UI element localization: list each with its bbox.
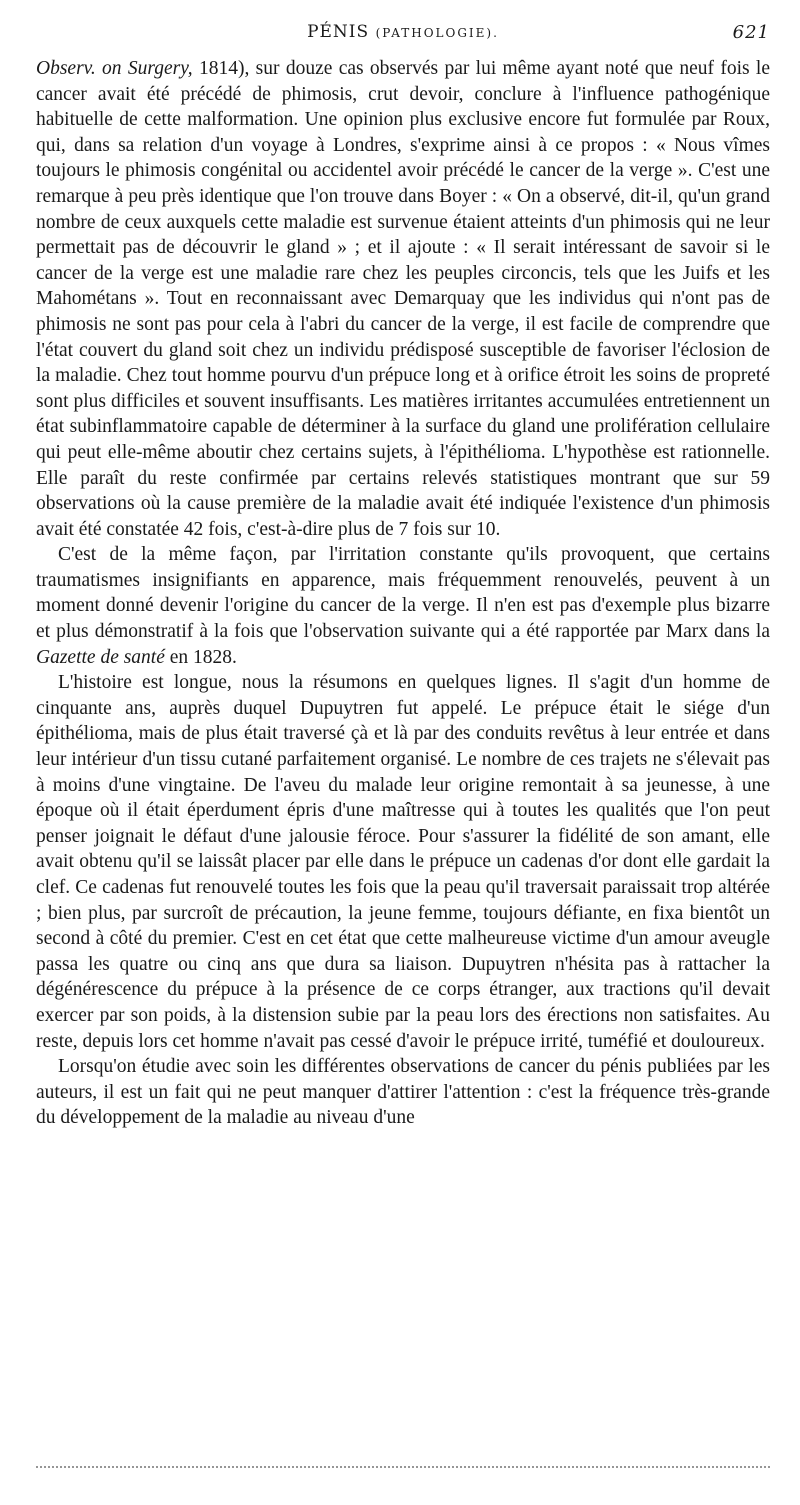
- document-page: [36, 22, 770, 1131]
- footer-dotted-rule: [36, 1466, 770, 1468]
- paragraph-4: Lorsqu'on étudie avec soin les différentes observations de cancer du pénis publiées par les auteurs, il est un fait qui ne peut manquer d'attirer l'attention : c'est la fréquence très-grande du développement de la maladie au niveau d'une: [36, 1056, 770, 1129]
- paragraph-2-text-after: en 1828.: [164, 646, 237, 668]
- paragraph-3: L'histoire est longue, nous la résumons en quelques lignes. Il s'agit d'un homme de cinquante ans, auprès duquel Dupuytren fut appelé. Le prépuce était le siége d'un épithélioma, mais de plus était traversé çà et là par des conduits revêtus à leur entrée et dans leur intérieur d'un tissu cutané parfaitement organisé. Le nombre de ces trajets ne s'élevait pas à moins d'une vingtaine. De l'aveu du malade leur origine remontait à sa jeunesse, à une époque où il était éperdument épris d'une maîtresse qui à toutes les qualités que l'on peut penser joignait le défaut d'une jalousie féroce. Pour s'assurer la fidélité de son amant, elle avait obtenu qu'il se laissât placer par elle dans le prépuce un cadenas d'or dont elle gardait la clef. Ce cadenas fut renouvelé toutes les fois que la peau qu'il traversait paraissait trop altérée ; bien plus, par surcroît de précaution, la jeune femme, toujours défiante, en fixa bientôt un second à côté du premier. C'est en cet état que cette malheureuse victime d'un amour aveugle passa les quatre ou cinq ans que dura sa liaison. Dupuytren n'hésita pas à rattacher la dégénérescence du prépuce à la présence de ce corps étranger, aux tractions qu'il devait exercer par son poids, à la distension subie par la peau lors des érections non satisfaites. Au reste, depuis lors cet homme n'avait pas cessé d'avoir le prépuce irrité, tuméfié et douloureux.: [36, 672, 770, 1052]
- running-title-sub: (PATHOLOGIE).: [375, 26, 499, 40]
- running-title-main: PÉNIS: [307, 22, 370, 42]
- paragraph-2: [36, 542, 770, 670]
- paragraph-1-text: 1814), sur douze cas observés par lui même ayant noté que neuf fois le cancer avait été précédé de phimosis, crut devoir, conclure à l'influence pathogénique habituelle de cette malformation. Une opinion plus exclusive encore fut formulée par Roux, qui, dans sa relation d'un voyage à Londres, s'exprime ainsi à ce propos : « Nous vîmes toujours le phimosis congénital ou accidentel avoir précédé le cancer de la verge ». C'est une remarque à peu près identique que l'on trouve dans Boyer : « On a observé, dit-il, qu'un grand nombre de ceux auxquels cette maladie est survenue étaient atteints d'un phimosis qui ne leur permettait pas de découvrir le gland » ; et il ajoute : « Il serait intéressant de savoir si le cancer de la verge est une maladie rare chez les peuples circoncis, tels que les Juifs et les Mahométans ». Tout en reconnaissant avec Demarquay que les individus qui n'ont pas de phimosis ne sont pas pour cela à l'abri du cancer de la verge, il est facile de comprendre que l'état couvert du gland soit chez un individu prédisposé susceptible de favoriser l'éclosion de la maladie. Chez tout homme pourvu d'un prépuce long et à orifice étroit les soins de propreté sont plus difficiles et souvent insuffisants. Les matières irritantes accumulées entretiennent un état subinflammatoire capable de déterminer à la surface du gland une prolifération cellulaire qui peut elle-même aboutir chez certains sujets, à l'épithélioma. L'hypothèse est rationnelle. Elle paraît du reste confirmée par certains relevés statistiques montrant que sur 59 observations où la cause première de la maladie avait été indiquée l'existence d'un phimosis avait été constatée 42 fois, c'est-à-dire plus de 7 fois sur 10.: [36, 58, 770, 540]
- paragraph-2-text-before: C'est de la même façon, par l'irritation constante qu'ils provoquent, que certains traumatismes insignifiants en apparence, mais fréquemment renouvelés, peuvent à un moment donné devenir l'origine du cancer de la verge. Il n'en est pas d'exemple plus bizarre et plus démonstratif à la fois que l'observation suivante qui a été rapportée par Marx dans la: [36, 544, 770, 643]
- running-title: [36, 22, 770, 42]
- paragraph-1: [36, 56, 770, 542]
- citation-title: Observ. on Surgery,: [36, 58, 193, 79]
- running-head: [36, 22, 770, 52]
- page-number: 621: [732, 22, 770, 43]
- body-text: [36, 56, 770, 1131]
- journal-title: Gazette de santé: [36, 646, 165, 668]
